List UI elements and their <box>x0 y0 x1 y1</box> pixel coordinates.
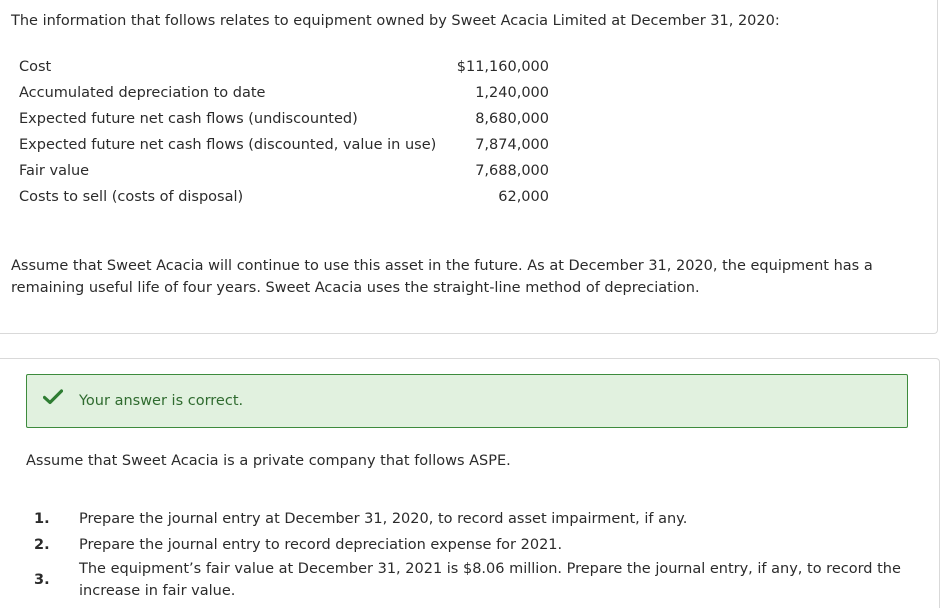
feedback-banner <box>26 374 908 428</box>
fact-value: 8,680,000 <box>475 111 549 127</box>
fact-row <box>19 187 549 213</box>
task-text: Prepare the journal entry to record depreciation expense for 2021. <box>79 537 563 553</box>
list-item <box>26 532 906 558</box>
list-item <box>26 558 906 602</box>
fact-label: Expected future net cash flows (discounted, value in use) <box>19 137 437 153</box>
task-number: 1. <box>34 511 50 527</box>
fact-value: 7,688,000 <box>475 163 549 179</box>
fact-row <box>19 57 549 83</box>
task-number: 3. <box>34 572 50 588</box>
fact-value: $11,160,000 <box>456 59 549 75</box>
task-text: The equipment’s fair value at December 31, 2021 is $8.06 million. Prepare the journal entry, if any, to record the increase in fair value. <box>79 561 901 599</box>
fact-value: 7,874,000 <box>475 137 549 153</box>
fact-row <box>19 135 549 161</box>
fact-value: 1,240,000 <box>475 85 549 101</box>
task-list <box>26 506 906 602</box>
fact-row <box>19 83 549 109</box>
fact-row <box>19 161 549 187</box>
fact-row <box>19 109 549 135</box>
aspe-assumption-text: Assume that Sweet Acacia is a private company that follows ASPE. <box>26 453 511 469</box>
fact-value: 62,000 <box>498 189 549 205</box>
facts-table <box>19 57 549 213</box>
check-icon <box>43 389 63 405</box>
fact-label: Expected future net cash flows (undiscounted) <box>19 111 358 127</box>
fact-label: Cost <box>19 59 52 75</box>
fact-label: Fair value <box>19 163 90 179</box>
assumption-text: Assume that Sweet Acacia will continue to use this asset in the future. As at December 31, 2020, the equipment has a remaining useful life of four years. Sweet Acacia uses the straight-line method of depreciation. <box>11 258 873 296</box>
task-number: 2. <box>34 537 50 553</box>
fact-label: Accumulated depreciation to date <box>19 85 266 101</box>
intro-text: The information that follows relates to equipment owned by Sweet Acacia Limited at December 31, 2020: <box>11 13 780 29</box>
task-text: Prepare the journal entry at December 31, 2020, to record asset impairment, if any. <box>79 511 688 527</box>
list-item <box>26 506 906 532</box>
fact-label: Costs to sell (costs of disposal) <box>19 189 244 205</box>
feedback-text: Your answer is correct. <box>79 393 244 409</box>
